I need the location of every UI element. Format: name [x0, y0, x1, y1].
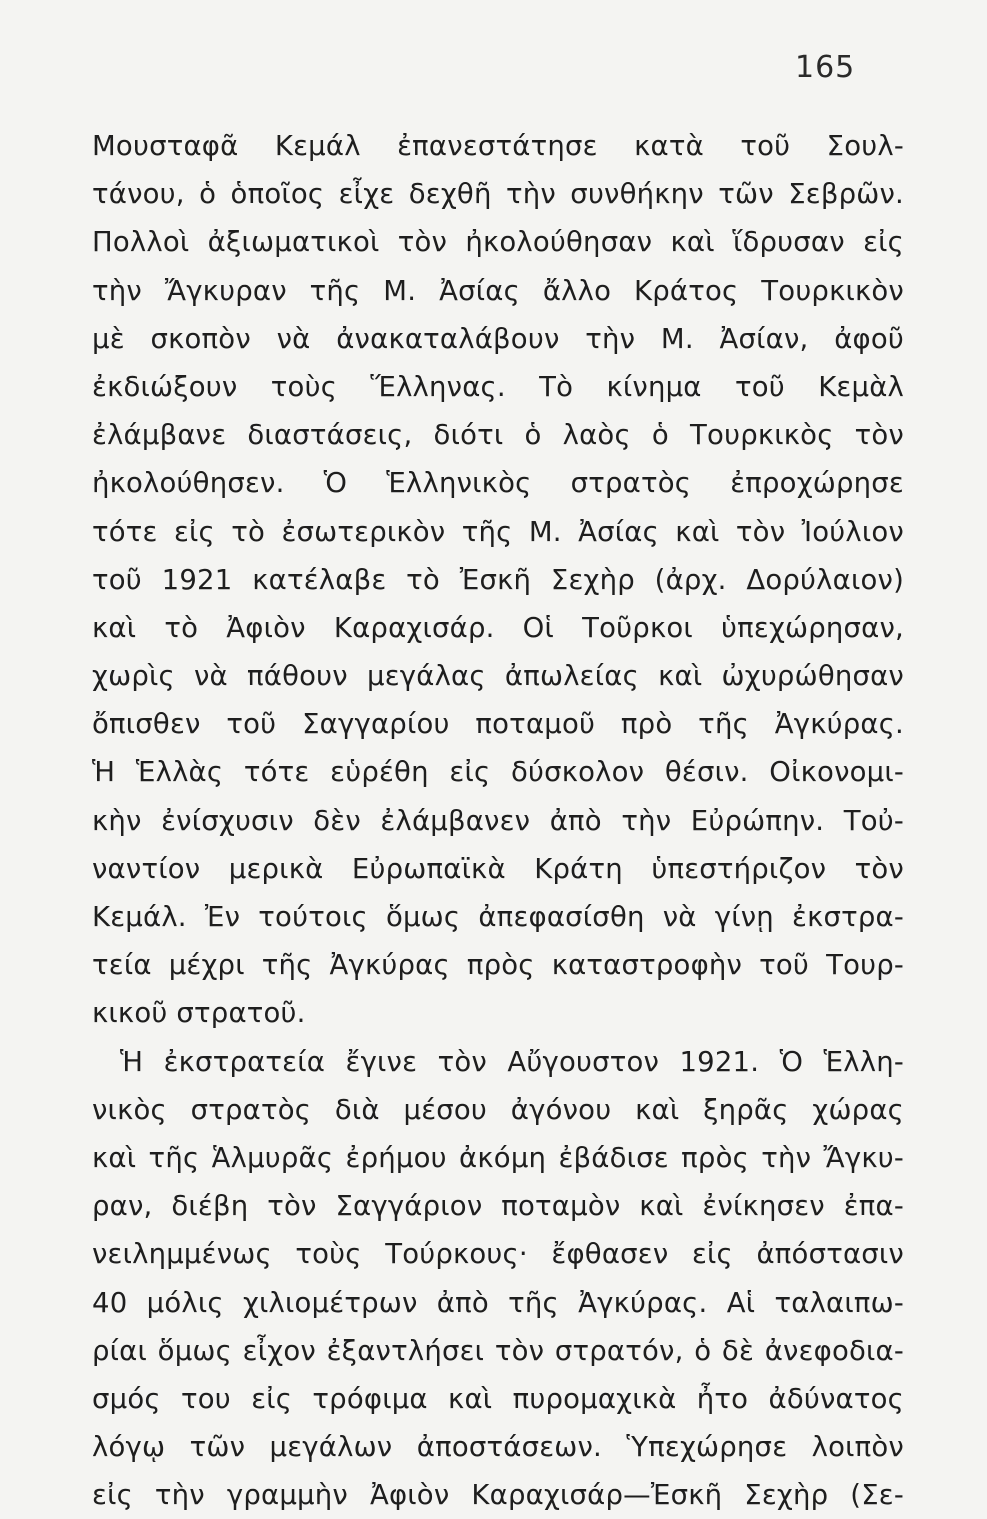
text-line: τὴν Ἄγκυραν τῆς Μ. Ἀσίας ἄλλο Κράτος Τουρκικὸν — [92, 274, 904, 307]
text-line: Ἡ Ἑλλὰς τότε εὑρέθη εἰς δύσκολον θέσιν. Οἰκονομι- — [92, 756, 904, 789]
paragraph-start-line: Ἡ ἐκστρατεία ἔγινε τὸν Αὔγουστον 1921. Ὁ Ἑλλη- — [120, 1045, 904, 1078]
text-line: κὴν ἐνίσχυσιν δὲν ἐλάμβανεν ἀπὸ τὴν Εὐρώπην. Τοὐ- — [92, 804, 904, 837]
text-line: ὄπισθεν τοῦ Σαγγαρίου ποταμοῦ πρὸ τῆς Ἀγκύρας. — [92, 708, 904, 741]
text-line: λόγῳ τῶν μεγάλων ἀποστάσεων. Ὑπεχώρησε λοιπὸν — [92, 1431, 904, 1464]
body-text — [92, 122, 904, 1519]
text-line: ραν, διέβη τὸν Σαγγάριον ποταμὸν καὶ ἐνίκησεν ἐπα- — [92, 1190, 904, 1223]
text-line: 40 μόλις χιλιομέτρων ἀπὸ τῆς Ἀγκύρας. Αἱ ταλαιπω- — [92, 1286, 904, 1319]
text-line: τοῦ 1921 κατέλαβε τὸ Ἐσκῆ Σεχὴρ (ἀρχ. Δορύλαιον) — [92, 563, 904, 596]
text-line: ρίαι ὅμως εἶχον ἐξαντλήσει τὸν στρατόν, ὁ δὲ ἀνεφοδια- — [92, 1334, 904, 1367]
text-line: νειλημμένως τοὺς Τούρκους· ἔφθασεν εἰς ἀπόστασιν — [92, 1238, 904, 1271]
text-line: Πολλοὶ ἀξιωματικοὶ τὸν ἠκολούθησαν καὶ ἵδρυσαν εἰς — [92, 226, 904, 259]
paragraph-end-line: κικοῦ στρατοῦ. — [92, 997, 306, 1030]
text-line: ἠκολούθησεν. Ὁ Ἑλληνικὸς στρατὸς ἐπροχώρησε — [92, 467, 904, 500]
text-line: νικὸς στρατὸς διὰ μέσου ἀγόνου καὶ ξηρᾶς χώρας — [92, 1093, 904, 1126]
page-number: 165 — [795, 50, 856, 85]
text-line: Κεμάλ. Ἐν τούτοις ὅμως ἀπεφασίσθη νὰ γίνῃ ἐκστρα- — [92, 901, 904, 933]
text-line: τάνου, ὁ ὁποῖος εἶχε δεχθῆ τὴν συνθήκην τῶν Σεβρῶν. — [92, 178, 904, 211]
text-line: τεία μέχρι τῆς Ἀγκύρας πρὸς καταστροφὴν τοῦ Τουρ- — [92, 949, 904, 982]
text-line: εἰς τὴν γραμμὴν Ἀφιὸν Καραχισάρ—Ἐσκῆ Σεχὴρ (Σε- — [92, 1479, 904, 1512]
text-line: χωρὶς νὰ πάθουν μεγάλας ἀπωλείας καὶ ὠχυρώθησαν — [92, 660, 904, 693]
text-line: ἐκδιώξουν τοὺς Ἕλληνας. Τὸ κίνημα τοῦ Κεμὰλ — [92, 370, 904, 403]
text-line: τότε εἰς τὸ ἐσωτερικὸν τῆς Μ. Ἀσίας καὶ τὸν Ἰούλιον — [92, 515, 904, 548]
text-line: καὶ τῆς Ἁλμυρᾶς ἐρήμου ἀκόμη ἐβάδισε πρὸς τὴν Ἄγκυ- — [92, 1141, 904, 1174]
text-line: ἐλάμβανε διαστάσεις, διότι ὁ λαὸς ὁ Τουρκικὸς τὸν — [92, 419, 904, 452]
text-line: καὶ τὸ Ἀφιὸν Καραχισάρ. Οἱ Τοῦρκοι ὑπεχώρησαν, — [92, 611, 904, 644]
text-line: σμός του εἰς τρόφιμα καὶ πυρομαχικὰ ἦτο ἀδύνατος — [92, 1382, 904, 1415]
text-line: μὲ σκοπὸν νὰ ἀνακαταλάβουν τὴν Μ. Ἀσίαν, ἀφοῦ — [92, 322, 904, 355]
text-line: ναντίον μερικὰ Εὐρωπαϊκὰ Κράτη ὑπεστήριζον τὸν — [92, 852, 904, 885]
text-line: Μουσταφᾶ Κεμάλ ἐπανεστάτησε κατὰ τοῦ Σουλ- — [92, 130, 904, 162]
